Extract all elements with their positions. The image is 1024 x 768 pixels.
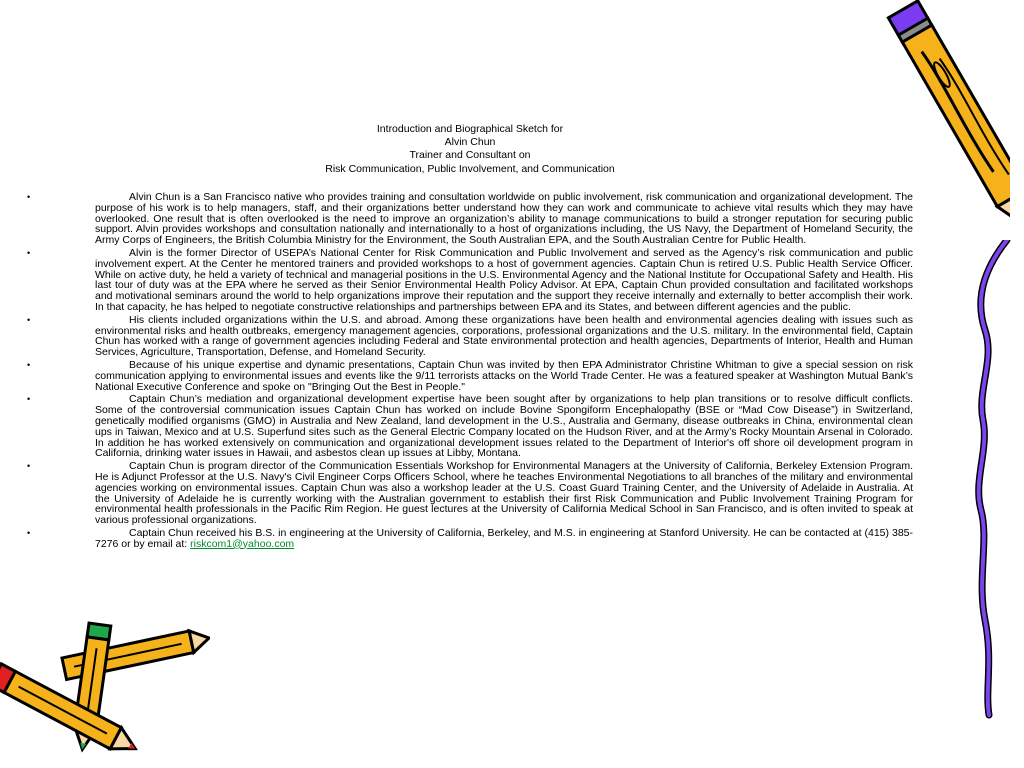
bullet-icon: • — [27, 192, 31, 202]
bullet-icon: • — [27, 527, 31, 538]
list-item — [27, 461, 913, 526]
title-line-2: Alvin Chun — [444, 136, 496, 149]
bullet-text: Alvin Chun is a San Francisco native who provides training and consultation worldwide on public involvement, risk communication and organizational development. The purpose of his work is to help managers, staff, and their organizations better understand how they can work and communicate to achieve vital results which they may have overlooked. One result that is often overlooked is the need to improve an organization’s ability to manage communications to build a stronger reputation for securing public support. Alvin provides workshops and consultation nationally and internationally to a host of organizations including, the US Navy, the Department of Homeland Security, the Army Corps of Engineers, the British Columbia Ministry for the Environment, the South Australian EPA, and the South Australian Centre for Public Health. — [95, 191, 913, 247]
bullet-icon: • — [27, 394, 31, 405]
bullet-text: Because of his unique expertise and dynamic presentations, Captain Chun was invited by then EPA Administrator Christine Whitman to give a special session on risk communication applying to environmental issues and events like the 9/11 terrorists attacks on the World Trade Center. He was a featured speaker at Washington Mutual Bank’s National Executive Conference and spoke on "Bringing Out the Best in People." — [95, 358, 913, 393]
squiggle-right-icon — [955, 240, 1024, 720]
title-line-3: Trainer and Consultant on — [409, 149, 531, 162]
bullet-icon: • — [27, 359, 31, 370]
list-item — [27, 192, 913, 246]
pencil-top-right-icon — [860, 0, 1010, 245]
bullet-text: Alvin is the former Director of USEPA’s National Center for Risk Communication and Public Involvement and served as the Agency’s risk communication and public involvement expert. At the Center he mentored trainers and provided workshops to a host of government agencies. Captain Chun is retired U.S. Public Health Service Officer. While on active duty, he held a variety of technical and managerial positions in the U.S. Environmental Agency and the National Institute for Occupational Safety and Health. His last tour of duty was at the EPA where he served as their Senior Environmental Health Policy Advisor. At EPA, Captain Chun provided consultation and facilitated workshops and motivational seminars around the world to help organizations improve their reputation and the support they receive internally and externally to better accomplish their work. In that capacity, he has helped to negotiate constructive relationships and partnerships between EPA and its States, and between different agencies and the public. — [95, 246, 913, 313]
list-item — [27, 248, 913, 313]
bio-bullet-list — [27, 192, 913, 552]
title-line-1: Introduction and Biographical Sketch for — [376, 123, 564, 135]
bullet-text: Captain Chun received his B.S. in engineering at the University of California, Berkeley, and M.S. in engineering at Stanford University. He can be contacted at (415) 385-7276 or by email at: — [95, 526, 913, 550]
title-line-4: Risk Communication, Public Involvement, and Communication — [325, 162, 615, 175]
bullet-text: His clients included organizations within the U.S. and abroad. Among these organizations have been health and environmental agencies dealing with issues such as environmental risks and health outbreaks, emergency management agencies, corporations, professional organizations and the U.S. military. In the environmental field, Captain Chun has worked with a range of government agencies including Federal and State environmental protection and health agencies, Departments of Interior, Health and Human Services, Agriculture, Transportation, Defense, and Homeland Security. — [95, 313, 913, 359]
email-link[interactable]: riskcom1@yahoo.com — [190, 537, 295, 550]
page-title — [240, 123, 700, 176]
list-item — [27, 394, 913, 459]
bullet-icon: • — [27, 314, 31, 325]
bullet-text: Captain Chun is program director of the Communication Essentials Workshop for Environmental Managers at the University of California, Berkeley Extension Program. He is Adjunct Professor at the U.S. Navy's Civil Engineer Corps Officers School, where he teaches Environmental Negotiations to all branches of the military and environmental agencies working on environmental issues. Captain Chun was also a workshop leader at the U.S. Coast Guard Training Center, and the University of Adelaide in Australia. At the University of Adelaide he is currently working with the Australian government to establish their first Risk Communication and Public Involvement Training Program for environmental health professionals in the Pacific Rim Region. He guest lectures at the University of California Medical School in San Francisco, and is often invited to speak at various professional organizations. — [95, 460, 913, 527]
pencils-bottom-left-icon — [0, 618, 210, 768]
list-item — [27, 315, 913, 358]
bullet-icon: • — [27, 247, 31, 258]
list-item — [27, 528, 913, 550]
bullet-text: Captain Chun’s mediation and organizational development expertise have been sought after by organizations to help plan transitions or to resolve difficult conflicts. Some of the controversial communication issues Captain Chun has worked on include Bovine Spongiform Encephalopathy (BSE or “Mad Cow Disease”) in Switzerland, genetically modified organisms (GMO) in Australia and New Zealand, land development in the U.S., Australia and Germany, disease outbreaks in China, environmental clean ups in Taiwan, Mexico and at U.S. Superfund sites such as the General Electric Company located on the Hudson River, and at the Army’s Rocky Mountain Arsenal in Colorado. In addition he has worked extensively on communication and organizational development issues related to the Department of Interior's off shore oil development program in California, drinking water issues in Hawaii, and asbestos clean up issues at Libby, Montana. — [95, 393, 913, 460]
list-item — [27, 360, 913, 392]
bullet-icon: • — [27, 461, 31, 472]
